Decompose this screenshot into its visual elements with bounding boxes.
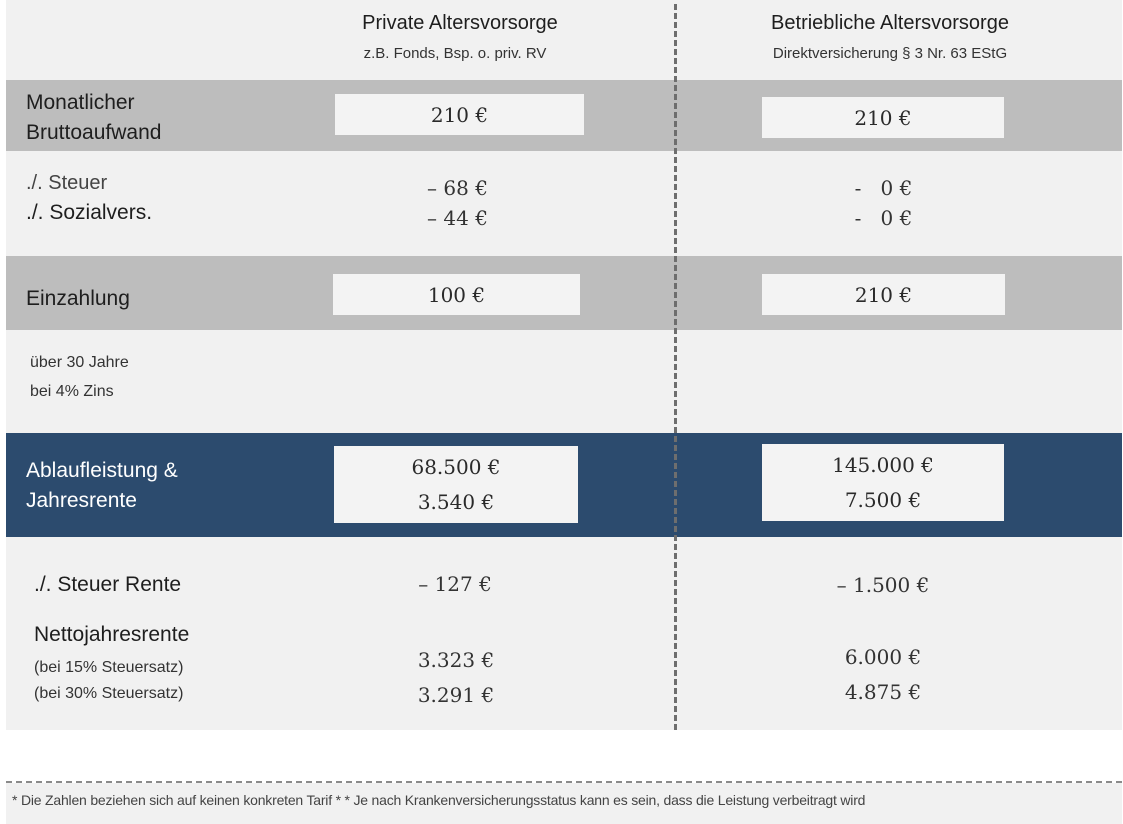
steuer-rente-company: – 1.500 € xyxy=(836,573,930,597)
laufzeit-band xyxy=(6,330,1122,433)
abzug-band xyxy=(6,151,1122,256)
einzahlung-private-value: 100 € xyxy=(333,274,580,315)
netto-private-15: 3.323 € xyxy=(417,648,495,672)
netto-company-30: 4.875 € xyxy=(844,680,922,704)
company-social-value: - 0 € xyxy=(854,206,913,230)
ablauf-company-rente: 7.500 € xyxy=(844,487,922,512)
laufzeit-line2: bei 4% Zins xyxy=(30,383,114,400)
brutto-label-line2: Bruttoaufwand xyxy=(26,121,162,144)
einzahlung-company-value: 210 € xyxy=(762,274,1005,315)
footnote-separator xyxy=(6,781,1122,783)
netto-private-30: 3.291 € xyxy=(417,683,495,707)
ablauf-private-rente: 3.540 € xyxy=(417,489,495,514)
steuer-rente-private: – 127 € xyxy=(418,572,492,596)
brutto-company-value: 210 € xyxy=(762,97,1004,138)
ablauf-private-box xyxy=(334,446,578,523)
steuer-label: ./. Steuer xyxy=(26,172,108,194)
ablauf-private-total: 68.500 € xyxy=(411,454,501,479)
brutto-label-line1: Monatlicher xyxy=(26,91,135,114)
einzahlung-label: Einzahlung xyxy=(26,287,130,310)
brutto-private-value: 210 € xyxy=(335,94,584,135)
private-tax-value: – 68 € xyxy=(427,176,488,200)
netto-sub-15: (bei 15% Steuersatz) xyxy=(34,659,184,676)
company-column-subtitle: Direktversicherung § 3 Nr. 63 EStG xyxy=(772,45,1008,62)
ablauf-label-line1: Ablaufleistung & xyxy=(26,459,178,482)
column-divider xyxy=(674,4,677,730)
steuer-rente-label: ./. Steuer Rente xyxy=(34,573,182,596)
private-column-title: Private Altersvorsorge xyxy=(362,12,558,34)
netto-label: Nettojahresrente xyxy=(34,623,190,646)
company-tax-value: - 0 € xyxy=(854,176,913,200)
private-social-value: – 44 € xyxy=(427,206,488,230)
netto-sub-30: (bei 30% Steuersatz) xyxy=(34,685,184,702)
ablauf-company-total: 145.000 € xyxy=(832,452,934,477)
ablauf-label-line2: Jahresrente xyxy=(26,489,137,512)
private-column-subtitle: z.B. Fonds, Bsp. o. priv. RV xyxy=(363,45,547,62)
company-column-title: Betriebliche Altersvorsorge xyxy=(771,12,1009,34)
sozialvers-label: ./. Sozialvers. xyxy=(26,201,153,224)
netto-company-15: 6.000 € xyxy=(844,645,922,669)
laufzeit-line1: über 30 Jahre xyxy=(30,354,129,371)
ablauf-company-box xyxy=(762,444,1004,521)
footnote: * Die Zahlen beziehen sich auf keinen konkreten Tarif * * Je nach Krankenversicherungsstatus kann es sein, dass die Leistung verbeitragt wird xyxy=(12,792,866,808)
